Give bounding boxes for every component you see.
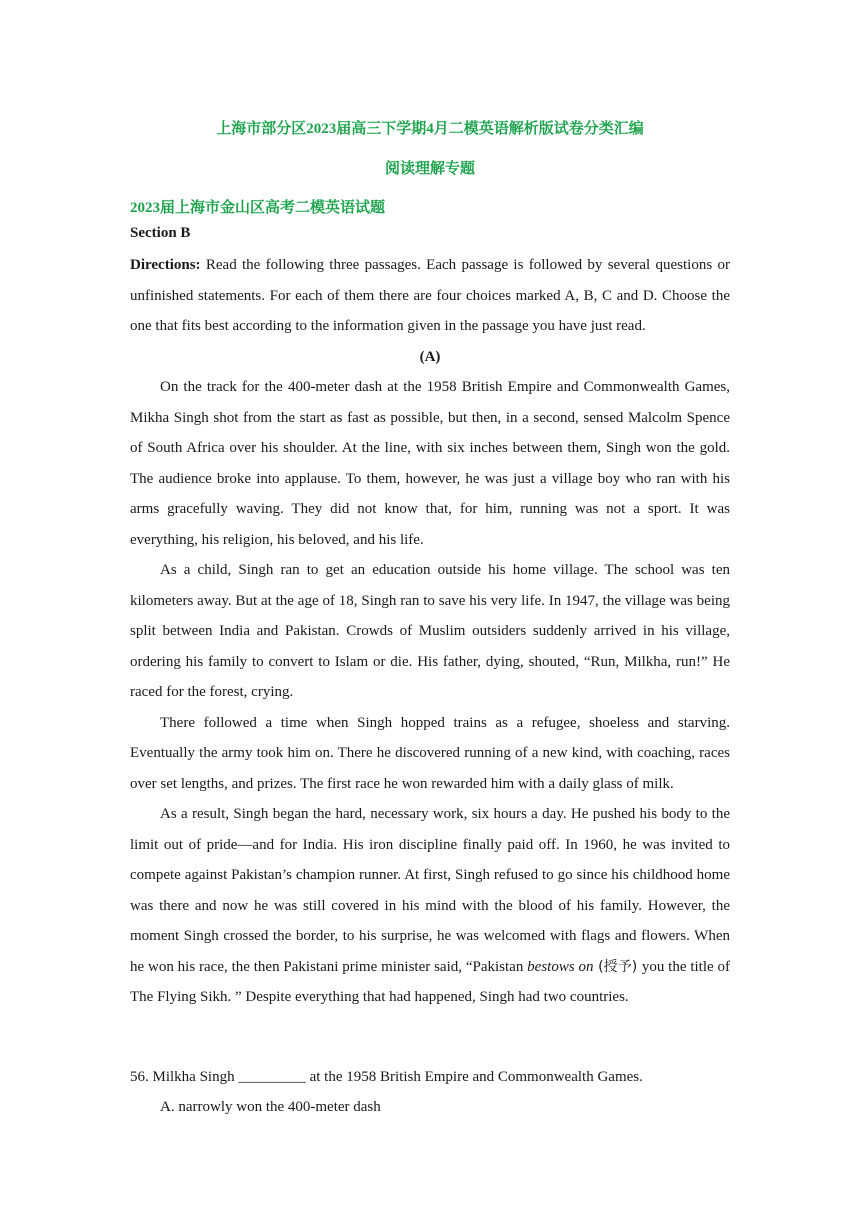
question-56	[130, 1062, 643, 1122]
section-heading: Section B	[130, 225, 191, 241]
paragraph-1: On the track for the 400-meter dash at the 1958 British Empire and Commonwealth Games, Mikha Singh shot from the start as fast as possible, but then, in a second, sensed Malcolm Spence of South Africa over his shoulder. At the line, with six inches between them, Singh won the gold. The audience broke into applause. To them, however, he was just a village boy who ran with his arms gracefully waving. They did not know that, for him, running was not a sport. It was everything, his religion, his beloved, and his life.	[130, 379, 730, 548]
paragraph-3: There followed a time when Singh hopped trains as a refugee, shoeless and starving. Eventually the army took him on. There he discovered running of a new kind, with coaching, races over set lengths, and prizes. The first race he won rewarded him with a daily glass of milk.	[130, 714, 730, 792]
question-stem: 56. Milkha Singh _________ at the 1958 British Empire and Commonwealth Games.	[130, 1069, 643, 1085]
paragraph-4-after: you the title of The Flying Sikh. ” Despite everything that had happened, Singh had two countries.	[130, 958, 730, 1005]
directions	[130, 250, 730, 342]
topic-title: 阅读理解专题	[384, 161, 475, 177]
paragraph-4-italic: bestows on	[527, 958, 594, 975]
paragraph-2: As a child, Singh ran to get an education outside his home village. The school was ten kilometers away. But at the age of 18, Singh ran to save his very life. In 1947, the village was being split between India and Pakistan. Crowds of Muslim outsiders suddenly arrived in his village, ordering his family to convert to Islam or die. His father, dying, shouted, “Run, Milkha, run!” He raced for the forest, crying.	[130, 562, 730, 700]
paragraph-4-before: As a result, Singh began the hard, necessary work, six hours a day. He pushed his body to the limit out of pride—and for India. His iron discipline finally paid off. In 1960, he was invited to compete against Pakistan’s champion runner. At first, Singh refused to go since his childhood home was there and now he was still covered in his mind with the blood of his family. However, the moment Singh crossed the border, to his surprise, he was welcomed with flags and flowers. When he won his race, the then Pakistani prime minister said, “Pakistan	[130, 806, 730, 975]
document-title: 上海市部分区2023届高三下学期4月二模英语解析版试卷分类汇编	[216, 121, 644, 137]
paragraph-4	[130, 799, 730, 1013]
passage-label: (A)	[419, 348, 441, 365]
directions-label: Directions:	[130, 257, 201, 273]
paragraph-4-gloss: (授予)	[593, 958, 642, 975]
passage-body	[130, 250, 730, 1013]
option-a: A. narrowly won the 400-meter dash	[160, 1099, 381, 1115]
directions-text: Read the following three passages. Each passage is followed by several questions or unfinished statements. For each of them there are four choices marked A, B, C and D. Choose the one that fits best according to the information given in the passage you have just read.	[130, 257, 730, 334]
exam-title: 2023届上海市金山区高考二模英语试题	[130, 200, 386, 216]
